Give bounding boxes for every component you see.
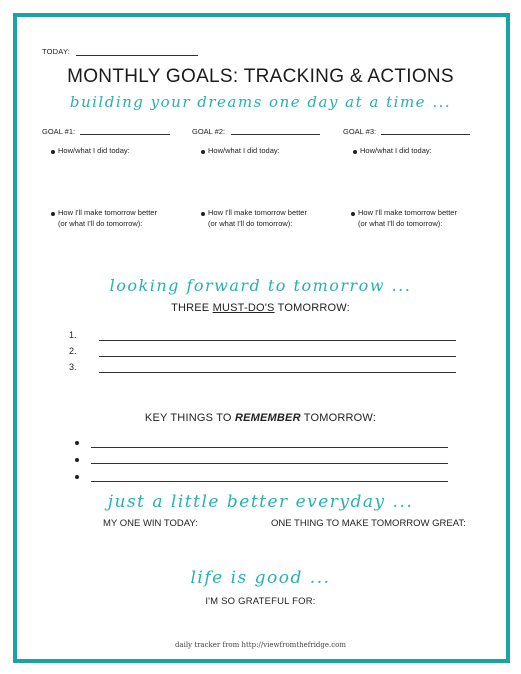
must-do-heading — [0, 302, 521, 314]
goal-3-field[interactable] — [381, 134, 470, 135]
bullet-icon — [353, 150, 357, 154]
goal-2-field[interactable] — [231, 134, 320, 135]
grateful-label: I'M SO GRATEFUL FOR: — [205, 596, 316, 607]
remember-heading-post: TOMORROW: — [300, 412, 377, 424]
bullet-icon — [351, 212, 355, 216]
win-today-label: MY ONE WIN TODAY: — [103, 518, 198, 529]
remember-field-3[interactable] — [91, 481, 448, 482]
script-subtitle: building your dreams one day at a time ... — [69, 93, 452, 111]
page-title: MONTHLY GOALS: TRACKING & ACTIONS — [67, 66, 454, 87]
goal-1-better-sub: (or what I'll do tomorrow): — [58, 219, 143, 228]
remember-heading-emphasis: REMEMBER — [234, 412, 301, 424]
remember-heading-pre: KEY THINGS TO — [144, 412, 235, 424]
goal-3-better-sub: (or what I'll do tomorrow): — [358, 219, 443, 228]
goal-3-better-label: How I'll make tomorrow better — [358, 208, 457, 217]
script-life-is-good: life is good ... — [190, 568, 331, 588]
goal-1-did-label: How/what I did today: — [58, 146, 130, 155]
goal-2-better-sub: (or what I'll do tomorrow): — [208, 219, 293, 228]
must-do-number-3: 3. — [69, 362, 77, 372]
goal-3-did-label: How/what I did today: — [360, 146, 432, 155]
must-do-field-1[interactable] — [99, 340, 456, 341]
must-do-number-2: 2. — [69, 346, 77, 356]
bullet-icon — [75, 475, 79, 479]
must-do-heading-underlined: MUST-DO'S — [212, 302, 275, 314]
goal-2-label: GOAL #2: — [192, 127, 226, 136]
remember-heading — [0, 412, 521, 424]
script-better-everyday: just a little better everyday ... — [107, 492, 414, 512]
goal-1-field[interactable] — [80, 134, 170, 135]
goal-1-label: GOAL #1: — [42, 127, 76, 136]
goal-2-better-label: How I'll make tomorrow better — [208, 208, 307, 217]
script-looking-forward: looking forward to tomorrow ... — [109, 276, 412, 295]
today-label: TODAY: — [42, 47, 71, 56]
must-do-heading-pre: THREE — [171, 302, 213, 314]
remember-field-2[interactable] — [91, 463, 448, 464]
footer-credit: daily tracker from http://viewfromthefridge.com — [174, 641, 347, 649]
remember-field-1[interactable] — [91, 447, 448, 448]
bullet-icon — [51, 150, 55, 154]
bullet-icon — [201, 212, 205, 216]
bullet-icon — [201, 150, 205, 154]
goal-3-label: GOAL #3: — [343, 127, 377, 136]
goal-1-better-label: How I'll make tomorrow better — [58, 208, 157, 217]
bullet-icon — [75, 441, 79, 445]
must-do-heading-post: TOMORROW: — [274, 302, 350, 314]
must-do-field-3[interactable] — [99, 372, 456, 373]
tomorrow-great-label: ONE THING TO MAKE TOMORROW GREAT: — [271, 518, 466, 529]
must-do-number-1: 1. — [69, 330, 77, 340]
bullet-icon — [51, 212, 55, 216]
today-field[interactable] — [76, 55, 198, 56]
bullet-icon — [75, 458, 79, 462]
goal-2-did-label: How/what I did today: — [208, 146, 280, 155]
must-do-field-2[interactable] — [99, 356, 456, 357]
